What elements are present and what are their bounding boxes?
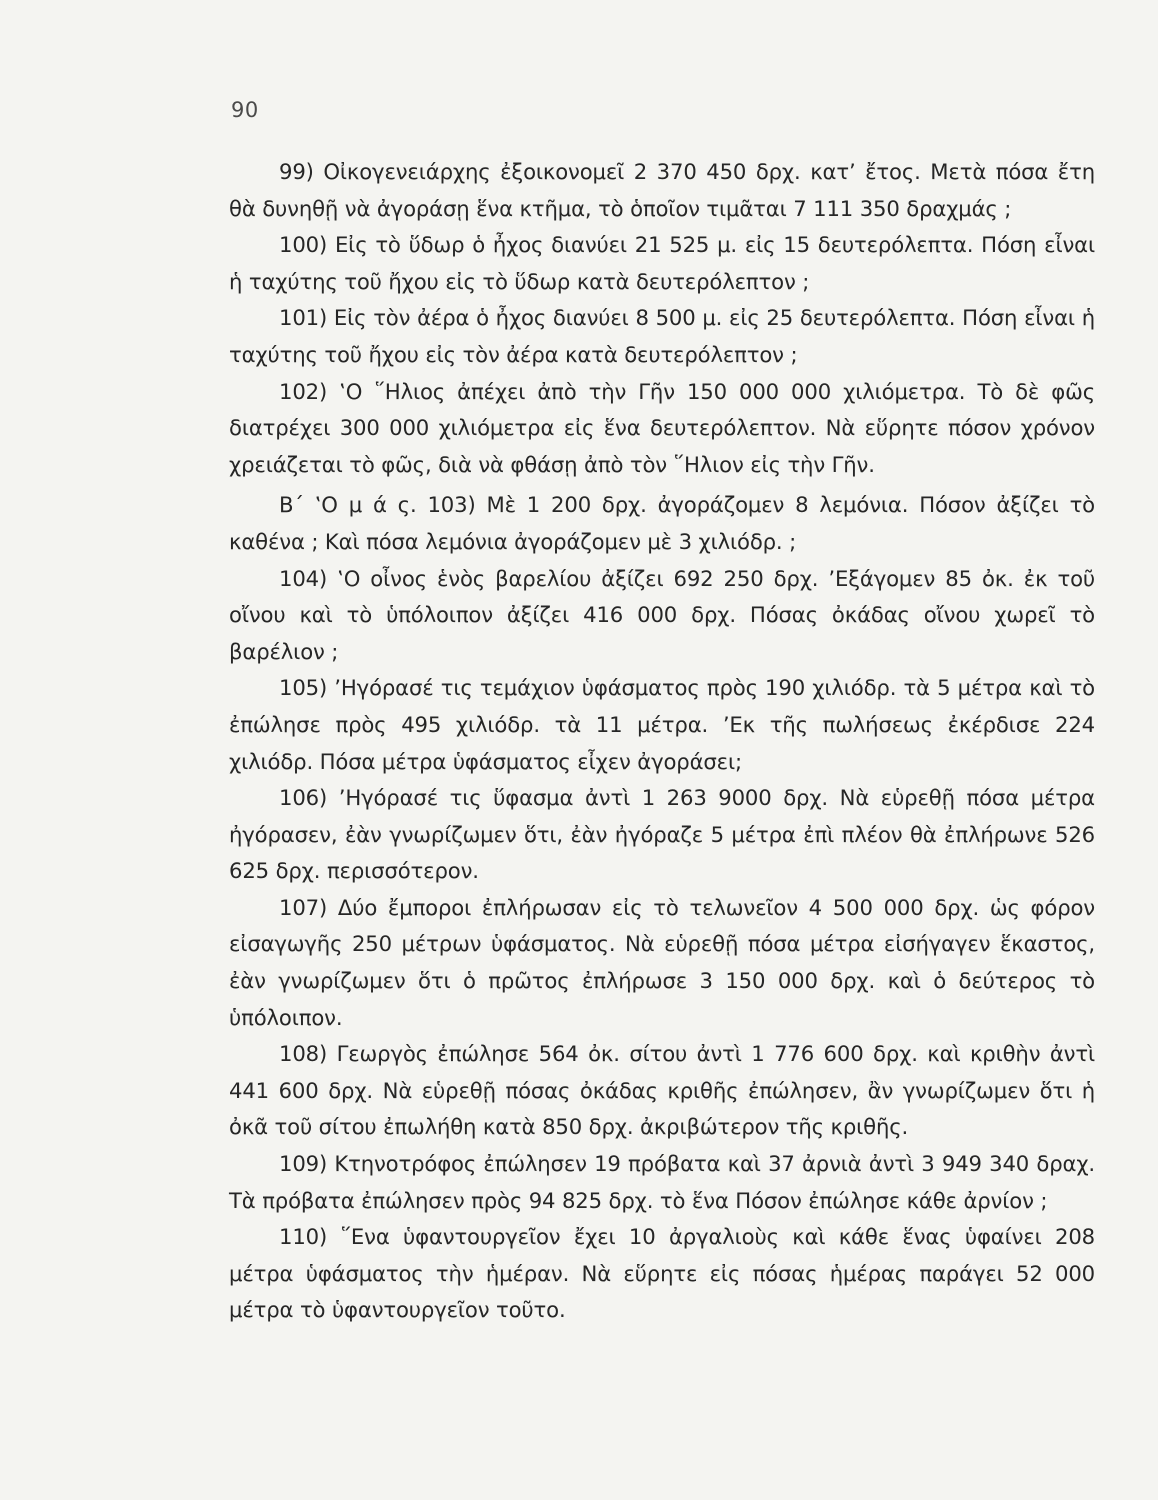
exercise-text <box>229 154 1095 1329</box>
exercise-101: 101) Εἰς τὸν ἀέρα ὁ ἦχος διανύει 8 500 μ. εἰς 25 δευτερόλεπτα. Πόση εἶναι ἡ ταχύτης τοῦ ἤχου εἰς τὸν ἀέρα κατὰ δευτερόλεπτον ; <box>229 305 1095 367</box>
exercise-106: 106) ’Ηγόρασέ τις ὕφασμα ἀντὶ 1 263 9000 δρχ. Νὰ εὑρεθῇ πόσα μέτρα ἠγόρασεν, ἐὰν γνωρίζωμεν ὅτι, ἐὰν ἠγόραζε 5 μέτρα ἐπὶ πλέον θὰ ἐπλήρωνε 526 625 δρχ. περισσότερον. <box>229 785 1095 884</box>
exercise-110: 110) ῞Ενα ὑφαντουργεῖον ἔχει 10 ἀργαλιοὺς καὶ κάθε ἕνας ὑφαίνει 208 μέτρα ὑφάσματος τὴν ἡμέραν. Νὰ εὕρητε εἰς πόσας ἡμέρας παράγει 52 000 μέτρα τὸ ὑφαντουργεῖον τοῦτο. <box>229 1224 1095 1323</box>
exercise-99: 99) Οἰκογενειάρχης ἐξοικονομεῖ 2 370 450 δρχ. κατ’ ἔτος. Μετὰ πόσα ἔτη θὰ δυνηθῇ νὰ ἀγοράσῃ ἕνα κτῆμα, τὸ ὁποῖον τιμᾶται 7 111 350 δραχμάς ; <box>229 159 1095 221</box>
exercise-103-text: 103) Μὲ 1 200 δρχ. ἀγοράζομεν 8 λεμόνια. Πόσον ἀξίζει τὸ καθένα ; Καὶ πόσα λεμόνια ἀγοράζομεν μὲ 3 χιλιόδρ. ; <box>229 492 1095 554</box>
exercise-109: 109) Κτηνοτρόφος ἐπώλησεν 19 πρόβατα καὶ 37 ἀρνιὰ ἀντὶ 3 949 340 δραχ. Τὰ πρόβατα ἐπώλησεν πρὸς 94 825 δρχ. τὸ ἕνα Πόσον ἐπώλησε κάθε ἀρνίον ; <box>229 1151 1095 1213</box>
exercise-104: 104) ‛Ο οἶνος ἑνὸς βαρελίου ἀξίζει 692 250 δρχ. ’Εξάγομεν 85 ὀκ. ἐκ τοῦ οἴνου καὶ τὸ ὑπόλοιπον ἀξίζει 416 000 δρχ. Πόσας ὀκάδας οἴνου χωρεῖ τὸ βαρέλιον ; <box>229 565 1095 664</box>
exercise-100: 100) Εἰς τὸ ὕδωρ ὁ ἦχος διανύει 21 525 μ. εἰς 15 δευτερόλεπτα. Πόση εἶναι ἡ ταχύτης τοῦ ἤχου εἰς τὸ ὕδωρ κατὰ δευτερόλεπτον ; <box>229 232 1095 294</box>
exercise-102: 102) ‛Ο ῞Ηλιος ἀπέχει ἀπὸ τὴν Γῆν 150 000 000 χιλιόμετρα. Τὸ δὲ φῶς διατρέχει 300 000 χιλιόμετρα εἰς ἕνα δευτερόλεπτον. Νὰ εὕρητε πόσον χρόνον χρειάζεται τὸ φῶς, διὰ νὰ φθάσῃ ἀπὸ τὸν ῞Ηλιον εἰς τὴν Γῆν. <box>229 378 1095 477</box>
exercise-105: 105) ’Ηγόρασέ τις τεμάχιον ὑφάσματος πρὸς 190 χιλιόδρ. τὰ 5 μέτρα καὶ τὸ ἐπώλησε πρὸς 495 χιλιόδρ. τὰ 11 μέτρα. ’Εκ τῆς πωλήσεως ἐκέρδισε 224 χιλιόδρ. Πόσα μέτρα ὑφάσματος εἶχεν ἀγοράσει; <box>229 675 1095 774</box>
group-label: Β΄ ‛Ο μ ά ς. <box>279 492 417 518</box>
exercise-107: 107) Δύο ἔμποροι ἐπλήρωσαν εἰς τὸ τελωνεῖον 4 500 000 δρχ. ὡς φόρον εἰσαγωγῆς 250 μέτρων ὑφάσματος. Νὰ εὑρεθῇ πόσα μέτρα εἰσήγαγεν ἕκαστος, ἐὰν γνωρίζωμεν ὅτι ὁ πρῶτος ἐπλήρωσε 3 150 000 δρχ. καὶ ὁ δεύτερος τὸ ὑπόλοιπον. <box>229 894 1095 1030</box>
exercise-108: 108) Γεωργὸς ἐπώλησε 564 ὀκ. σίτου ἀντὶ 1 776 600 δρχ. καὶ κριθὴν ἀντὶ 441 600 δρχ. Νὰ εὑρεθῇ πόσας ὀκάδας κριθῆς ἐπώλησεν, ἂν γνωρίζωμεν ὅτι ἡ ὀκᾶ τοῦ σίτου ἐπωλήθη κατὰ 850 δρχ. ἀκριβώτερον τῆς κριθῆς. <box>229 1041 1095 1140</box>
page-number: 90 <box>231 98 259 122</box>
exercise-103 <box>229 487 1095 560</box>
